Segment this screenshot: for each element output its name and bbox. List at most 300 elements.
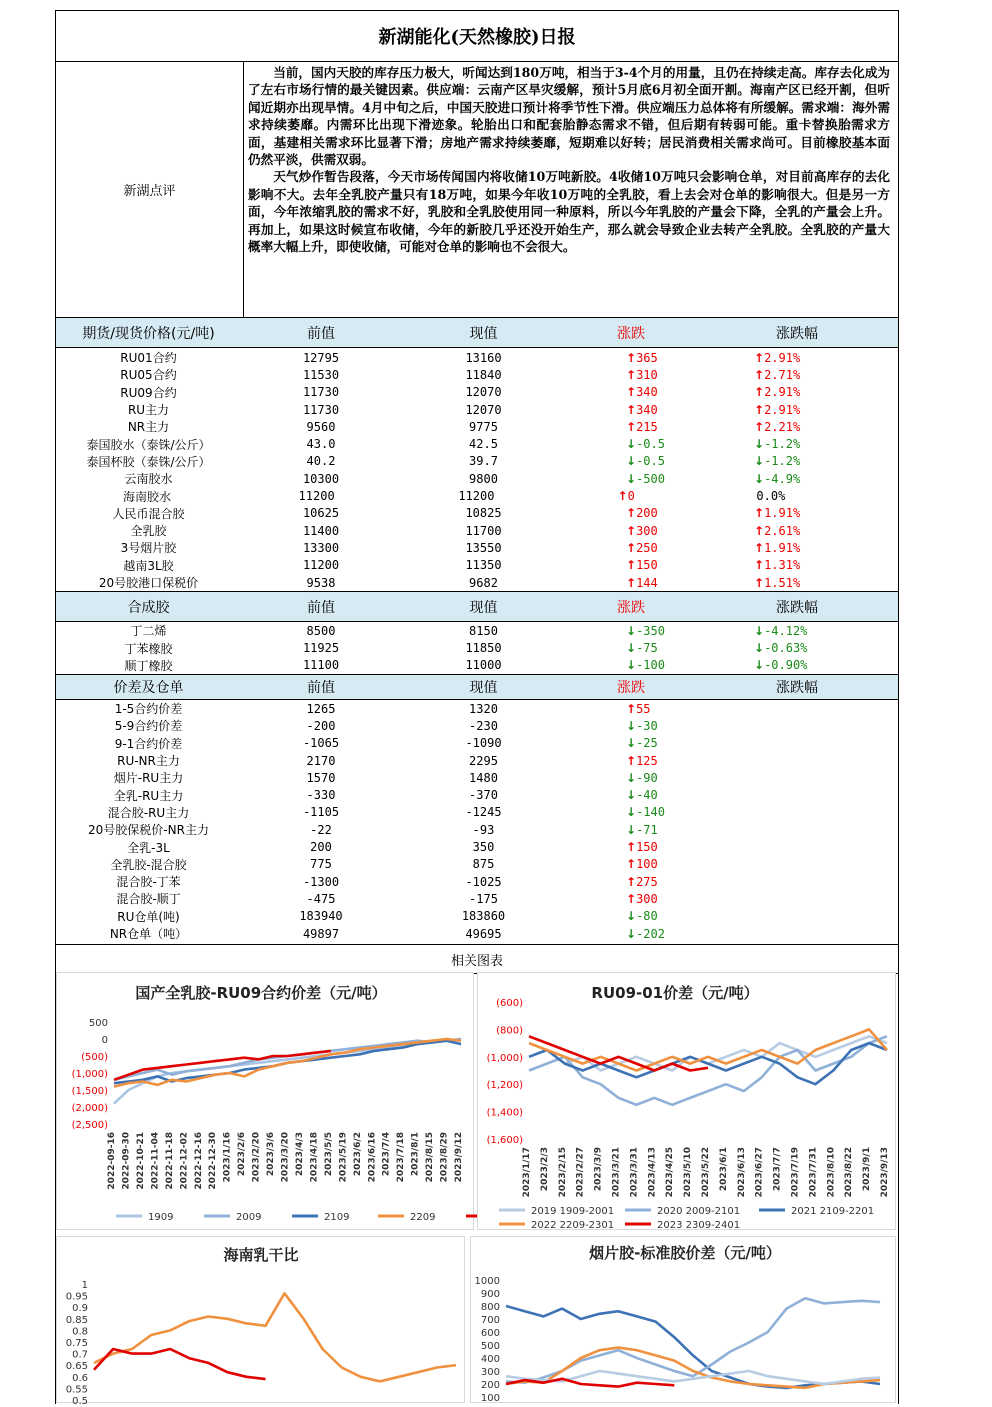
x-tick-label: 2023/6/1	[719, 1147, 729, 1191]
arrow-up-icon: ↑	[754, 541, 764, 555]
row-current-value: 12070	[401, 385, 566, 399]
futures-rows	[56, 348, 898, 591]
arrow-up-icon: ↑	[626, 857, 636, 871]
table-row	[56, 384, 898, 401]
row-current-value: -230	[401, 719, 566, 733]
row-label: 海南胶水	[56, 488, 238, 505]
x-tick-label: 2023/5/10	[683, 1147, 693, 1197]
row-change-pct	[696, 506, 898, 520]
change-value: -202	[636, 927, 665, 941]
row-label: 云南胶水	[56, 470, 241, 487]
table-row	[56, 639, 898, 656]
row-current-value: 11350	[401, 558, 566, 572]
header-label: 合成胶	[56, 597, 241, 617]
table-row	[56, 787, 898, 804]
row-label: RU05合约	[56, 366, 241, 383]
change-value: -350	[636, 624, 665, 638]
pct-value: 1.91%	[764, 506, 800, 520]
y-tick-label: 300	[481, 1367, 500, 1378]
row-prev-value: 11100	[241, 658, 401, 672]
legend-label: 2109	[324, 1212, 349, 1223]
table-row	[56, 925, 898, 942]
row-current-value: 183860	[401, 909, 566, 923]
x-tick-label: 2023/7/7	[773, 1147, 783, 1191]
y-tick-label: (2,000)	[72, 1103, 109, 1114]
row-change	[566, 351, 696, 365]
row-change	[566, 736, 696, 750]
chart-latex-ru09-spread	[56, 972, 474, 1230]
x-tick-label: 2023/4/13	[647, 1147, 657, 1197]
table-row	[56, 470, 898, 487]
arrow-up-icon: ↑	[618, 489, 628, 503]
row-change	[566, 892, 696, 906]
row-label: 5-9合约价差	[56, 717, 241, 734]
row-current-value: 49695	[401, 927, 566, 941]
row-change	[566, 857, 696, 871]
row-prev-value: -22	[241, 823, 401, 837]
change-value: 340	[636, 403, 658, 417]
x-tick-label: 2023/8/1	[411, 1132, 421, 1176]
arrow-up-icon: ↑	[626, 541, 636, 555]
change-value: 55	[636, 702, 650, 716]
table-row	[56, 401, 898, 418]
row-change	[566, 506, 696, 520]
legend-label: 2019 1909-2001	[531, 1206, 614, 1217]
row-label: NR主力	[56, 418, 241, 435]
x-tick-label: 2023/4/25	[665, 1147, 675, 1197]
x-tick-label: 2023/3/31	[629, 1147, 639, 1197]
row-current-value: -1245	[401, 805, 566, 819]
row-label: 全乳-RU主力	[56, 787, 241, 804]
table-row	[56, 752, 898, 769]
arrow-down-icon: ↓	[626, 805, 636, 819]
comment-label: 新湖点评	[56, 62, 244, 317]
y-tick-label: 200	[481, 1380, 500, 1391]
table-row	[56, 435, 898, 452]
row-current-value: 39.7	[401, 454, 566, 468]
row-prev-value: 12795	[241, 351, 401, 365]
x-tick-label: 2022-11-18	[165, 1132, 175, 1190]
y-tick-label: 0	[102, 1035, 108, 1046]
x-tick-label: 2023/2/20	[252, 1132, 262, 1182]
legend-label: 2021 2109-2201	[791, 1206, 874, 1217]
row-current-value: 9800	[401, 472, 566, 486]
change-value: 340	[636, 385, 658, 399]
change-value: -140	[636, 805, 665, 819]
table-row	[56, 804, 898, 821]
synthetic-rows	[56, 622, 898, 674]
header-cur: 现值	[401, 677, 566, 697]
arrow-down-icon: ↓	[626, 624, 636, 638]
row-prev-value: 43.0	[241, 437, 401, 451]
row-prev-value: 13300	[241, 541, 401, 555]
row-current-value: 350	[401, 840, 566, 854]
arrow-down-icon: ↓	[626, 658, 636, 672]
arrow-up-icon: ↑	[626, 403, 636, 417]
row-label: 丁苯橡胶	[56, 640, 241, 657]
x-tick-label: 2023/7/31	[808, 1147, 818, 1197]
x-tick-label: 2023/7/4	[382, 1132, 392, 1176]
chart-0-svg	[56, 972, 474, 1230]
change-value: 310	[636, 368, 658, 382]
table-row	[56, 856, 898, 873]
x-tick-label: 2023/6/2	[353, 1132, 363, 1176]
arrow-up-icon: ↑	[754, 558, 764, 572]
row-change	[566, 472, 696, 486]
table-row	[56, 769, 898, 786]
x-tick-label: 2022-09-16	[107, 1132, 117, 1190]
row-current-value: 1480	[401, 771, 566, 785]
pct-value: -1.2%	[764, 454, 800, 468]
row-prev-value: 10300	[241, 472, 401, 486]
row-change	[566, 909, 696, 923]
row-change	[566, 805, 696, 819]
pct-value: 2.91%	[764, 351, 800, 365]
row-prev-value: 11200	[241, 558, 401, 572]
change-value: 215	[636, 420, 658, 434]
row-current-value: 13550	[401, 541, 566, 555]
comment-text	[244, 62, 898, 317]
row-label: RU09合约	[56, 384, 241, 401]
x-tick-label: 2023/5/19	[338, 1132, 348, 1182]
row-change-pct	[696, 541, 898, 555]
chart-title: RU09-01价差（元/吨）	[591, 984, 758, 1002]
row-prev-value: 11400	[241, 524, 401, 538]
arrow-up-icon: ↑	[626, 351, 636, 365]
change-value: 300	[636, 524, 658, 538]
y-tick-label: 500	[481, 1341, 500, 1352]
arrow-down-icon: ↓	[626, 927, 636, 941]
x-tick-label: 2023/2/6	[237, 1132, 247, 1176]
pct-value: 1.31%	[764, 558, 800, 572]
row-change-pct	[696, 385, 898, 399]
table-row	[56, 487, 898, 504]
arrow-down-icon: ↓	[754, 472, 764, 486]
arrow-up-icon: ↑	[626, 558, 636, 572]
arrow-up-icon: ↑	[754, 524, 764, 538]
table-row	[56, 418, 898, 435]
arrow-down-icon: ↓	[754, 641, 764, 655]
comment-paragraph-2: 天气炒作暂告段落，今天市场传闻国内将收储10万吨新胶。4收储10万吨只会影响仓单，对目前高库存的去化影响不大。去年全乳胶产量只有18万吨，如果今年收10万吨的全乳胶，看上去会对仓单的影响很大。但是另一方面，今年浓缩乳胶的需求不好，乳胶和全乳胶使用同一种原料，所以今年乳胶的产量会下降，全乳的产量会上升。再加上，如果这时候宣布收储，今年的新胶几乎还没开始生产，那么就会导致企业去转产全乳胶。全乳胶的产量大概率大幅上升，即使收储，可能对仓单的影响也不会很大。	[248, 168, 890, 255]
row-label: 越南3L胶	[56, 557, 241, 574]
row-change	[566, 385, 696, 399]
arrow-down-icon: ↓	[626, 909, 636, 923]
row-label: 20号胶港口保税价	[56, 574, 241, 591]
row-change	[566, 875, 696, 889]
x-tick-label: 2023/5/22	[701, 1147, 711, 1197]
row-change-pct	[696, 658, 898, 672]
x-tick-label: 2023/9/13	[880, 1147, 890, 1197]
table-row	[56, 574, 898, 591]
row-label: 泰国杯胶（泰铢/公斤）	[56, 453, 241, 470]
y-tick-label: (800)	[496, 1025, 523, 1036]
y-tick-label: (2,500)	[72, 1120, 109, 1131]
row-change	[566, 454, 696, 468]
table-row	[56, 505, 898, 522]
y-tick-label: 0.85	[66, 1315, 88, 1326]
x-tick-label: 2023/8/29	[440, 1132, 450, 1182]
row-change-pct	[696, 437, 898, 451]
pct-value: 1.91%	[764, 541, 800, 555]
row-prev-value: 200	[241, 840, 401, 854]
row-current-value: -1025	[401, 875, 566, 889]
row-current-value: 875	[401, 857, 566, 871]
row-change-pct	[696, 351, 898, 365]
x-tick-label: 2023/7/19	[791, 1147, 801, 1197]
change-value: -500	[636, 472, 665, 486]
header-prev: 前值	[241, 323, 401, 343]
table-row	[56, 539, 898, 556]
row-change	[566, 641, 696, 655]
y-tick-label: 0.55	[66, 1384, 88, 1395]
y-tick-label: 500	[89, 1018, 108, 1029]
row-change-pct	[696, 454, 898, 468]
header-change: 涨跌	[566, 597, 696, 617]
arrow-down-icon: ↓	[754, 624, 764, 638]
x-tick-label: 2022-11-04	[150, 1132, 160, 1190]
row-prev-value: 183940	[241, 909, 401, 923]
row-prev-value: 11530	[241, 368, 401, 382]
chart-hainan-latex-ratio	[56, 1236, 465, 1403]
change-value: 200	[636, 506, 658, 520]
y-tick-label: 0.95	[66, 1292, 88, 1303]
chart-ru09-01-spread	[477, 972, 896, 1230]
row-change-pct	[696, 558, 898, 572]
table-row	[56, 821, 898, 838]
chart-title: 国产全乳胶-RU09合约价差（元/吨）	[135, 984, 386, 1002]
arrow-down-icon: ↓	[626, 788, 636, 802]
row-change	[566, 927, 696, 941]
pct-value: -4.9%	[764, 472, 800, 486]
y-tick-label: 0.75	[66, 1338, 88, 1349]
arrow-up-icon: ↑	[754, 403, 764, 417]
row-change	[566, 788, 696, 802]
y-tick-label: 0.65	[66, 1361, 88, 1372]
y-tick-label: 0.6	[72, 1373, 88, 1384]
y-tick-label: 900	[481, 1289, 500, 1300]
arrow-down-icon: ↓	[626, 736, 636, 750]
row-change	[558, 489, 687, 503]
table-row	[56, 557, 898, 574]
change-value: 300	[636, 892, 658, 906]
y-tick-label: 0.5	[72, 1396, 88, 1407]
row-current-value: 8150	[401, 624, 566, 638]
x-tick-label: 2023/6/16	[367, 1132, 377, 1182]
row-prev-value: 2170	[241, 754, 401, 768]
legend-label: 2022 2209-2301	[531, 1220, 614, 1231]
table-row	[56, 700, 898, 717]
legend-label: 2209	[410, 1212, 435, 1223]
row-change	[566, 368, 696, 382]
change-value: -0.5	[636, 454, 665, 468]
change-value: -71	[636, 823, 658, 837]
row-label: 烟片-RU主力	[56, 769, 241, 786]
change-value: -0.5	[636, 437, 665, 451]
chart-title: 海南乳干比	[223, 1246, 298, 1264]
row-current-value: 2295	[401, 754, 566, 768]
spreads-rows	[56, 700, 898, 942]
change-value: 0	[628, 489, 635, 503]
row-label: 丁二烯	[56, 622, 241, 639]
row-change-pct	[686, 489, 898, 503]
row-change	[566, 420, 696, 434]
y-tick-label: 0.8	[72, 1326, 88, 1337]
row-label: 人民币混合胶	[56, 505, 241, 522]
table-row	[56, 735, 898, 752]
row-label: 全乳-3L	[56, 839, 241, 856]
header-prev: 前值	[241, 597, 401, 617]
row-label: RU01合约	[56, 349, 241, 366]
arrow-down-icon: ↓	[626, 641, 636, 655]
row-current-value: -93	[401, 823, 566, 837]
header-label: 期货/现货价格(元/吨)	[56, 323, 241, 343]
y-tick-label: (1,200)	[487, 1080, 524, 1091]
futures-header	[56, 318, 898, 348]
row-change	[566, 403, 696, 417]
chart-rss-standard-spread	[470, 1236, 896, 1403]
arrow-up-icon: ↑	[754, 420, 764, 434]
y-tick-label: (600)	[496, 998, 523, 1009]
row-label: 9-1合约价差	[56, 735, 241, 752]
row-change	[566, 437, 696, 451]
x-tick-label: 2023/2/27	[576, 1147, 586, 1197]
arrow-up-icon: ↑	[626, 576, 636, 590]
change-value: 150	[636, 840, 658, 854]
table-row	[56, 873, 898, 890]
report-title: 新湖能化(天然橡胶)日报	[56, 11, 898, 62]
row-change	[566, 771, 696, 785]
y-tick-label: 0.7	[72, 1350, 88, 1361]
row-prev-value: 9560	[241, 420, 401, 434]
row-prev-value: 11730	[241, 403, 401, 417]
header-cur: 现值	[401, 597, 566, 617]
row-prev-value: 11200	[238, 489, 395, 503]
x-tick-label: 2023/8/15	[425, 1132, 435, 1182]
row-prev-value: -200	[241, 719, 401, 733]
x-tick-label: 2023/5/5	[324, 1132, 334, 1176]
y-tick-label: 600	[481, 1328, 500, 1339]
table-row	[56, 522, 898, 539]
arrow-down-icon: ↓	[626, 823, 636, 837]
arrow-up-icon: ↑	[626, 840, 636, 854]
x-tick-label: 2023/8/10	[826, 1147, 836, 1197]
pct-value: 2.91%	[764, 385, 800, 399]
change-value: 365	[636, 351, 658, 365]
row-prev-value: 40.2	[241, 454, 401, 468]
header-cur: 现值	[401, 323, 566, 343]
row-prev-value: -1105	[241, 805, 401, 819]
row-label: RU主力	[56, 401, 241, 418]
table-row	[56, 657, 898, 674]
change-value: 250	[636, 541, 658, 555]
spreads-header	[56, 674, 898, 700]
row-current-value: -175	[401, 892, 566, 906]
x-tick-label: 2023/2/3	[540, 1147, 550, 1191]
y-tick-label: 1000	[475, 1276, 500, 1287]
change-value: -40	[636, 788, 658, 802]
row-prev-value: 49897	[241, 927, 401, 941]
row-change-pct	[696, 403, 898, 417]
arrow-down-icon: ↓	[626, 719, 636, 733]
change-value: -30	[636, 719, 658, 733]
x-tick-label: 2023/9/12	[454, 1132, 464, 1182]
row-prev-value: 11730	[241, 385, 401, 399]
row-label: 顺丁橡胶	[56, 657, 241, 674]
arrow-up-icon: ↑	[626, 754, 636, 768]
change-value: 150	[636, 558, 658, 572]
x-tick-label: 2023/7/18	[396, 1132, 406, 1182]
row-change-pct	[696, 524, 898, 538]
y-tick-label: (1,000)	[72, 1069, 109, 1080]
row-current-value: 10825	[401, 506, 566, 520]
arrow-down-icon: ↓	[754, 437, 764, 451]
legend-label: 2020 2009-2101	[657, 1206, 740, 1217]
row-prev-value: -330	[241, 788, 401, 802]
charts-section-title: 相关图表	[56, 944, 898, 974]
x-tick-label: 2023/3/21	[612, 1147, 622, 1197]
row-change-pct	[696, 641, 898, 655]
arrow-up-icon: ↑	[754, 576, 764, 590]
row-change	[566, 576, 696, 590]
row-change-pct	[696, 420, 898, 434]
row-current-value: 12070	[401, 403, 566, 417]
x-tick-label: 2022-10-21	[136, 1132, 146, 1190]
arrow-down-icon: ↓	[754, 658, 764, 672]
x-tick-label: 2022-12-02	[179, 1132, 189, 1190]
pct-value: -1.2%	[764, 437, 800, 451]
change-value: -100	[636, 658, 665, 672]
arrow-up-icon: ↑	[626, 524, 636, 538]
y-tick-label: (500)	[81, 1052, 108, 1063]
row-change-pct	[696, 576, 898, 590]
row-current-value: 13160	[401, 351, 566, 365]
header-pct: 涨跌幅	[696, 323, 898, 343]
comment-paragraph-1: 当前，国内天胶的库存压力极大，听闻达到180万吨，相当于3-4个月的用量，且仍在持续走高。库存去化成为了左右市场行情的最关键因素。供应端：云南产区旱灾缓解，预计5月底6月初全面开割。海南产区已经开割，但听闻近期亦出现旱情。4月中旬之后，中国天胶进口预计将季节性下滑。供应端压力总体将有所缓解。需求端：海外需求持续萎靡。内需环比出现下滑迹象。轮胎出口和配套胎静态需求不错，但后期有转弱可能。重卡替换胎需求方面，基建相关需求环比显著下滑；房地产需求持续萎靡，短期难以好转；居民消费相关需求尚可。目前橡胶基本面仍然平淡，供需双弱。	[248, 64, 890, 168]
row-change	[566, 702, 696, 716]
row-label: RU-NR主力	[56, 752, 241, 769]
row-current-value: 42.5	[401, 437, 566, 451]
arrow-up-icon: ↑	[626, 702, 636, 716]
arrow-up-icon: ↑	[626, 506, 636, 520]
y-tick-label: (1,000)	[487, 1053, 524, 1064]
change-value: -25	[636, 736, 658, 750]
arrow-up-icon: ↑	[754, 506, 764, 520]
header-pct: 涨跌幅	[696, 597, 898, 617]
row-current-value: 1320	[401, 702, 566, 716]
table-row	[56, 908, 898, 925]
pct-value: -0.63%	[764, 641, 807, 655]
row-change	[566, 524, 696, 538]
table-row	[56, 838, 898, 855]
arrow-up-icon: ↑	[754, 368, 764, 382]
change-value: -90	[636, 771, 658, 785]
y-tick-label: (1,400)	[487, 1108, 524, 1119]
table-row	[56, 349, 898, 366]
pct-value: 2.61%	[764, 524, 800, 538]
row-label: 3号烟片胶	[56, 539, 241, 556]
row-current-value: -370	[401, 788, 566, 802]
x-tick-label: 2023/8/22	[844, 1147, 854, 1197]
row-prev-value: 8500	[241, 624, 401, 638]
x-tick-label: 2022-09-30	[121, 1132, 131, 1190]
row-current-value: 11850	[401, 641, 566, 655]
row-prev-value: -475	[241, 892, 401, 906]
row-prev-value: 10625	[241, 506, 401, 520]
arrow-up-icon: ↑	[626, 385, 636, 399]
row-prev-value: 9538	[241, 576, 401, 590]
x-tick-label: 2023/4/18	[309, 1132, 319, 1182]
table-row	[56, 622, 898, 639]
